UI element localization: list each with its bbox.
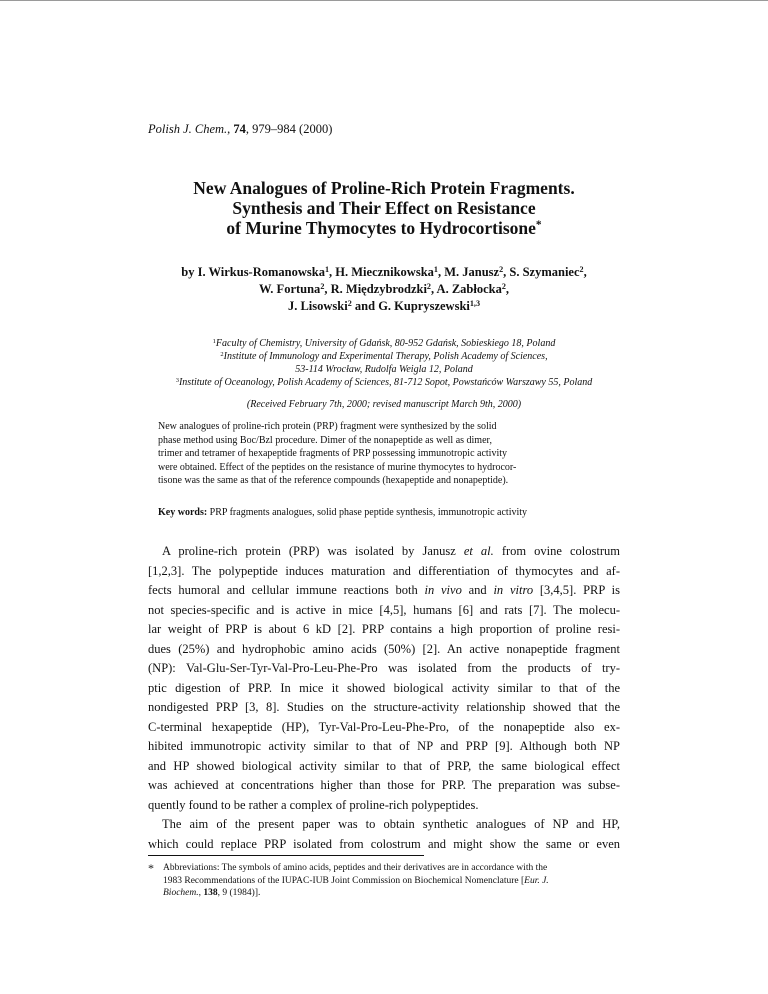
- author-list: [90, 264, 678, 315]
- author: A. Zabłocka: [436, 282, 502, 296]
- affiliation: 53-114 Wrocław, Rudolfa Weigla 12, Poland: [295, 364, 473, 375]
- body-text: [148, 542, 620, 854]
- received-dates: (Received February 7th, 2000; revised manuscript March 9th, 2000): [246, 399, 522, 410]
- body-line: hibited immunotropic activity similar to that of NP and PRP [9]. Although both NP: [148, 739, 620, 753]
- body-line: lar weight of PRP is about 6 kD [2]. PRP contains a high proportion of proline resi-: [148, 622, 620, 636]
- abstract-line: New analogues of proline-rich protein (PRP) fragment were synthesized by the solid: [158, 421, 497, 432]
- author: R. Międzybrodzki: [330, 282, 427, 296]
- footnote: [148, 862, 620, 900]
- body-line: which could replace PRP isolated from colostrum and might show the same or even: [148, 836, 620, 851]
- footnote-line: Biochem., 138, 9 (1984)].: [163, 888, 261, 898]
- top-border-line: [0, 0, 768, 1]
- footnote-line: 1983 Recommendations of the IUPAC-IUB Joint Commission on Biochemical Nomenclature [Eur. J.: [163, 875, 549, 886]
- keywords: [158, 506, 608, 519]
- authors-line-2: W. Fortuna$^2$, R. Międzybrodzki$^2$, A. Zabłocka$^2$,: [258, 281, 510, 296]
- body-line: (NP): Val-Glu-Ser-Tyr-Val-Pro-Leu-Phe-Pro was isolated from the products of try-: [148, 661, 620, 675]
- keywords-label: Key words:: [158, 507, 208, 518]
- affiliation: $^1$Faculty of Chemistry, University of Gdańsk, 80-952 Gdańsk, Sobieskiego 18, Poland: [212, 337, 556, 349]
- footnote-rule: [148, 855, 424, 856]
- body-line: fects humoral and cellular immune reactions both in vivo and in vitro [3,4,5]. PRP is: [148, 583, 620, 597]
- abstract-line: trimer and tetramer of hexapeptide fragments of PRP possessing immunotropic activity: [158, 448, 507, 459]
- journal-name: Polish J. Chem.: [148, 122, 228, 136]
- footnote-mark: *: [148, 861, 154, 875]
- paper-title: [100, 178, 668, 238]
- author: G. Kupryszewski: [378, 299, 470, 313]
- author: W. Fortuna: [258, 282, 321, 296]
- body-line: was achieved at concentrations higher than those for PRP. The preparation was subse-: [148, 778, 620, 792]
- author: M. Janusz: [444, 265, 500, 279]
- author: I. Wirkus-Romanowska: [197, 265, 325, 279]
- journal-volume: 74: [233, 122, 246, 136]
- keywords-text: PRP fragments analogues, solid phase peptide synthesis, immunotropic activity: [209, 507, 528, 518]
- body-line: ptic digestion of PRP. In mice it showed biological activity similar to that of the: [148, 680, 620, 695]
- author: S. Szymaniec: [509, 265, 580, 279]
- title-line-3: of Murine Thymocytes to Hydrocortisone*: [226, 218, 542, 238]
- body-line: [1,2,3]. The polypeptide induces maturation and differentiation of thymocytes and af-: [148, 563, 620, 578]
- title-footnote-mark: *: [535, 219, 542, 232]
- abstract-line: were obtained. Effect of the peptides on the resistance of murine thymocytes to hydrocor-: [158, 461, 517, 473]
- journal-reference: Polish J. Chem., 74, 979–984 (2000): [148, 122, 333, 136]
- body-line: nondigested PRP [3, 8]. Studies on the structure-activity relationship showed that the: [148, 700, 620, 714]
- body-line: C-terminal hexapeptide (HP), Tyr-Val-Pro-Leu-Phe-Pro, of the nonapeptide also ex-: [148, 719, 620, 734]
- abstract-line: phase method using Boc/Bzl procedure. Dimer of the nonapeptide as well as dimer,: [158, 434, 492, 446]
- body-line: not species-specific and is active in mice [4,5], humans [6] and rats [7]. The molecu-: [148, 602, 620, 617]
- title-line-2: Synthesis and Their Effect on Resistance: [232, 198, 536, 218]
- body-line: quently found to be rather a complex of proline-rich polypeptides.: [148, 797, 479, 812]
- author: H. Miecznikowska: [335, 265, 434, 279]
- body-line: The aim of the present paper was to obtain synthetic analogues of NP and HP,: [162, 817, 620, 831]
- author: J. Lisowski: [287, 299, 348, 313]
- abstract-line: tisone was the same as that of the reference compounds (hexapeptide and nonapeptide).: [158, 475, 509, 486]
- authors-line-3: J. Lisowski$^2$ and G. Kupryszewski$^{1,3}$: [287, 298, 481, 313]
- authors-line-1: by I. Wirkus-Romanowska$^1$, H. Miecznikowska$^1$, M. Janusz$^2$, S. Szymaniec$^2$,: [181, 264, 587, 279]
- affiliations: [60, 337, 708, 389]
- footnote-line: Abbreviations: The symbols of amino acids, peptides and their derivatives are in accordance with the: [163, 863, 548, 873]
- abstract: [158, 420, 608, 488]
- title-line-1: New Analogues of Proline-Rich Protein Fragments.: [193, 178, 575, 198]
- affiliation: $^3$Institute of Oceanology, Polish Academy of Sciences, 81-712 Sopot, Powstańców Warszawy 55, Poland: [175, 376, 593, 388]
- journal-pages-year: 979–984 (2000): [252, 122, 333, 136]
- affiliation: $^2$Institute of Immunology and Experimental Therapy, Polish Academy of Sciences,: [220, 350, 548, 362]
- body-line: A proline-rich protein (PRP) was isolated by Janusz et al. from ovine colostrum: [162, 544, 620, 558]
- body-line: and HP showed biological activity similar to that of PRP, the same biological effect: [148, 758, 620, 773]
- body-line: dues (25%) and hydrophobic amino acids (50%) [2]. An active nonapeptide fragment: [148, 641, 620, 656]
